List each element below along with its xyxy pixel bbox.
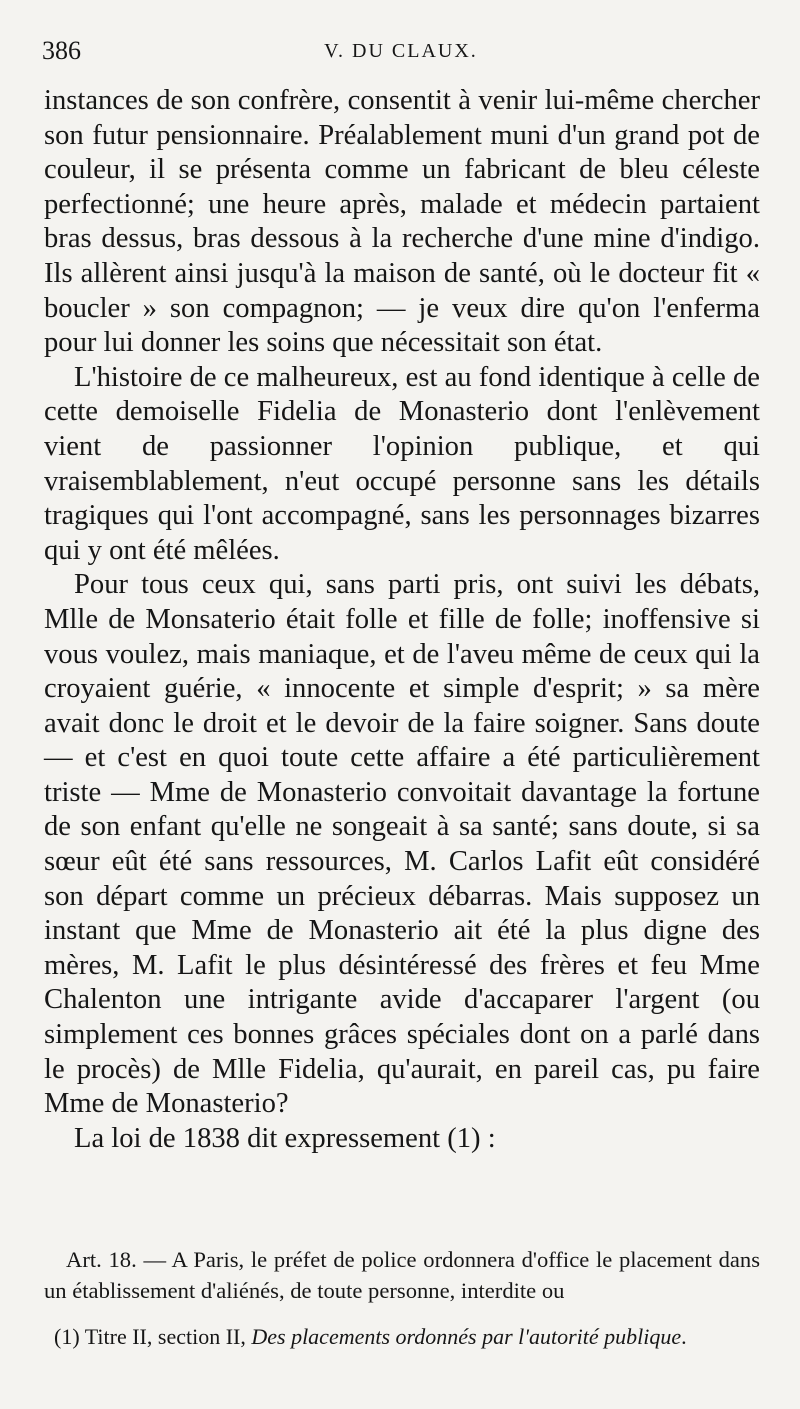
paragraph-3: Pour tous ceux qui, sans parti pris, ont suivi les débats, Mlle de Monsaterio était folle et fille de folle; inoffensive si vous voulez, mais maniaque, et de l'aveu même de ceux qui la croyaient guérie, « innocente et simple d'esprit; » sa mère avait donc le droit et le devoir de la faire soigner. Sans doute — et c'est en quoi toute cette affaire a été particulièrement triste — Mme de Monasterio convoitait davantage la fortune de son enfant qu'elle ne songeait à sa santé; sans doute, si sa sœur eût été sans ressources, M. Carlos Lafit eût considéré son départ comme un précieux débarras. Mais supposez un instant que Mme de Monasterio ait été la plus digne des mères, M. Lafit le plus désintéressé des frères et feu Mme Chalenton une intrigante avide d'accaparer l'argent (ou simplement ces bonnes grâces spéciales dont on a parlé dans le procès) de Mlle Fidelia, qu'aurait, en pareil cas, pu faire Mme de Monasterio? <box>44 569 760 1120</box>
body-text <box>44 84 760 1156</box>
law-article-18: Art. 18. — A Paris, le préfet de police ordonnera d'office le placement dans un établissement d'aliénés, de toute personne, interdite ou <box>44 1247 760 1303</box>
running-head: V. DU CLAUX. <box>324 40 478 62</box>
footnote-prefix: (1) Titre II, section II, <box>54 1324 252 1349</box>
footnote <box>44 1323 760 1351</box>
footnote-suffix: . <box>681 1324 687 1349</box>
page-number: 386 <box>42 36 81 65</box>
page-header <box>42 36 760 72</box>
paragraph-1: instances de son confrère, consentit à venir lui-même chercher son futur pensionnaire. Préalablement muni d'un grand pot de couleur, il se présenta comme un fabricant de bleu céleste perfectionné; une heure après, malade et médecin partaient bras dessus, bras dessous à la recherche d'une mine d'indigo. Ils allèrent ainsi jusqu'à la maison de santé, où le docteur fit « boucler » son compagnon; — je veux dire qu'on l'enferma pour lui donner les soins que nécessitait son état. <box>44 85 760 359</box>
paragraph-2: L'histoire de ce malheureux, est au fond identique à celle de cette demoiselle Fidelia de Monasterio dont l'enlèvement vient de passionner l'opinion publique, et qui vraisemblablement, n'eut occupé personne sans les détails tragiques qui l'ont accompagné, sans les personnages bizarres qui y ont été mêlées. <box>44 361 760 566</box>
paragraph-4: La loi de 1838 dit expressement (1) : <box>74 1122 496 1154</box>
footnote-title: Des placements ordonnés par l'autorité publique <box>251 1324 682 1349</box>
